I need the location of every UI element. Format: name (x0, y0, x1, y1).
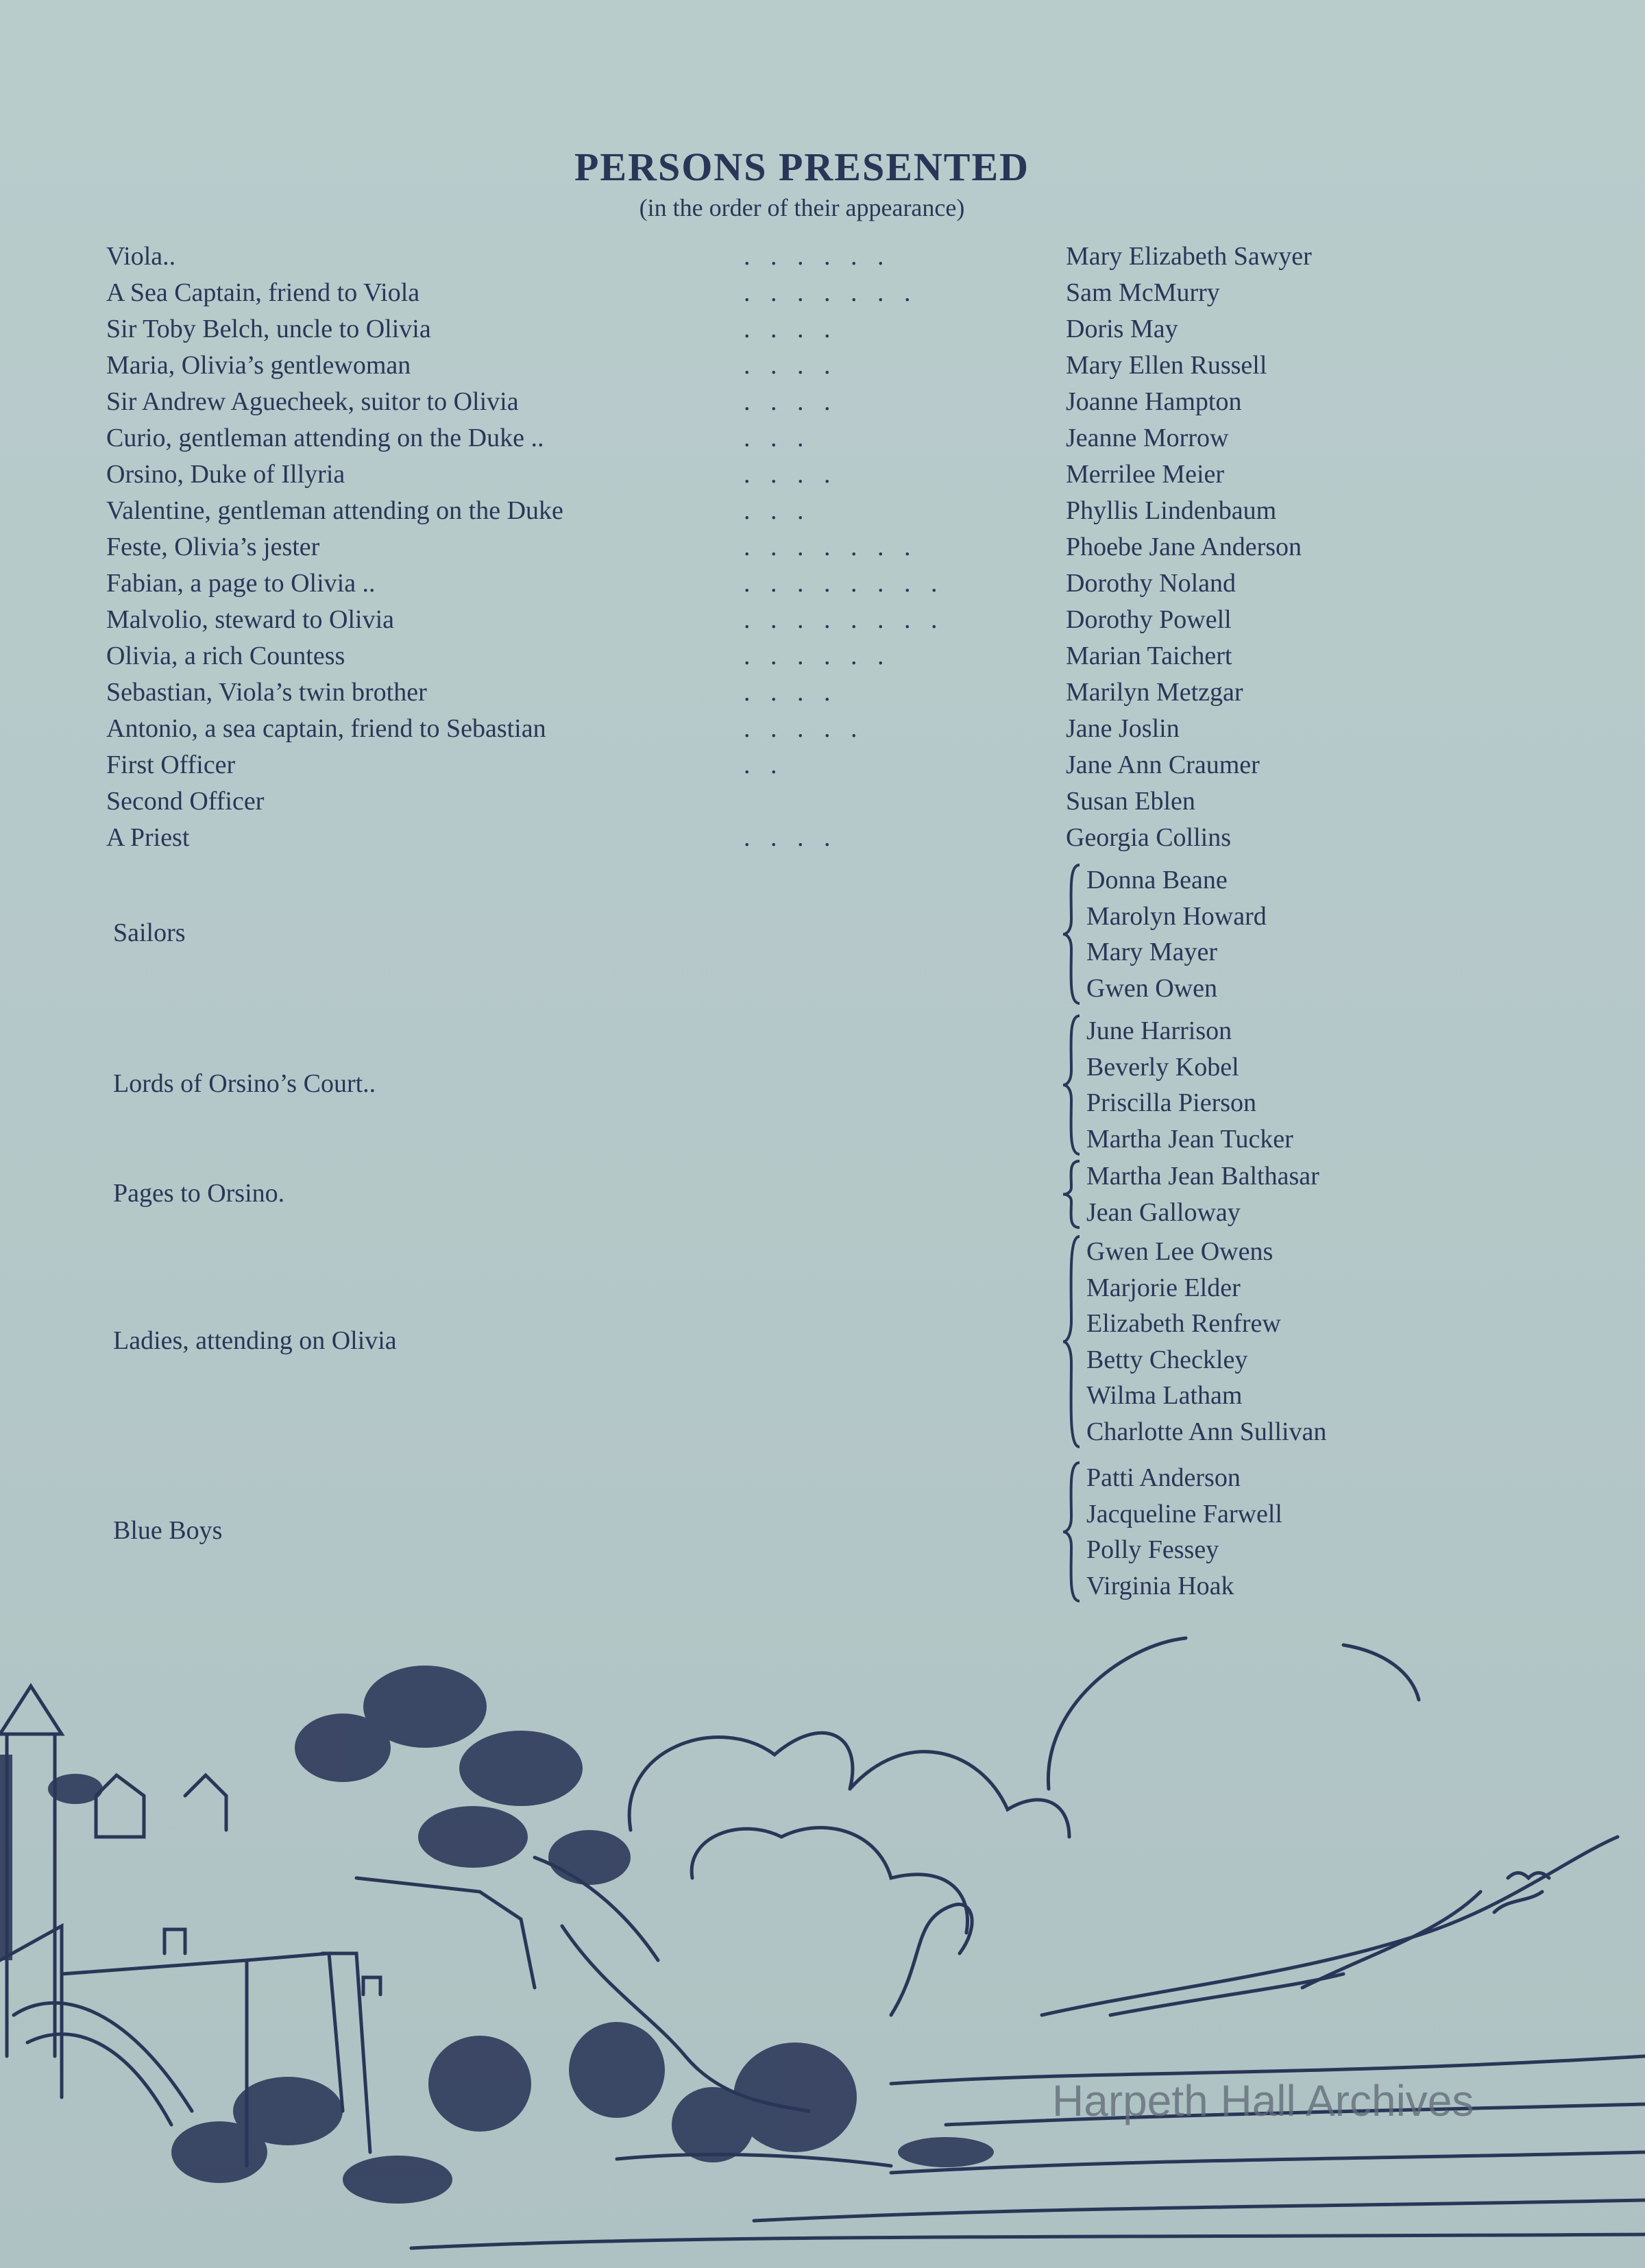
cast-row (106, 496, 1477, 531)
cast-row (106, 314, 1477, 350)
role-name: A Sea Captain, friend to Viola (106, 278, 420, 307)
actor-name: Patti Anderson (1086, 1463, 1241, 1492)
role-name: Sir Andrew Aguecheek, suitor to Olivia (106, 387, 519, 416)
cast-row (106, 677, 1477, 713)
role-name: Olivia, a rich Countess (106, 642, 345, 670)
actor-name: Mary Mayer (1086, 938, 1217, 966)
actor-name: Gwen Lee Owens (1086, 1237, 1274, 1266)
group-actor-list (1086, 1013, 1293, 1157)
actor-name: Merrilee Meier (1066, 460, 1225, 489)
leader-dots: . . (744, 751, 784, 779)
role-name: Fabian, a page to Olivia .. (106, 569, 376, 598)
group-role-name: Ladies, attending on Olivia (113, 1326, 397, 1355)
actor-name: Phoebe Jane Anderson (1066, 533, 1302, 561)
cast-group (106, 1158, 1477, 1230)
role-name: A Priest (106, 823, 190, 852)
role-name: Antonio, a sea captain, friend to Sebastian (106, 714, 546, 743)
actor-name: Marjorie Elder (1086, 1273, 1241, 1302)
actor-name: Virginia Hoak (1086, 1571, 1234, 1600)
cast-group (106, 1234, 1477, 1450)
leader-dots: . . . . . . . (744, 533, 918, 561)
actor-name: Dorothy Noland (1066, 569, 1236, 598)
cast-row (106, 714, 1477, 749)
actor-name: Joanne Hampton (1066, 387, 1242, 416)
actor-name: Mary Ellen Russell (1066, 351, 1267, 380)
cast-row (106, 568, 1477, 604)
actor-name: Jean Galloway (1086, 1197, 1241, 1227)
actor-name: Jane Joslin (1066, 714, 1180, 743)
cast-row (106, 423, 1477, 459)
actor-name: Betty Checkley (1086, 1345, 1248, 1374)
leader-dots: . . . . (744, 387, 838, 416)
leader-dots: . . . . (744, 678, 838, 707)
actor-name: Dorothy Powell (1066, 605, 1232, 634)
leader-dots: . . . . (744, 315, 838, 343)
role-name: Malvolio, steward to Olivia (106, 605, 395, 634)
actor-name: Jeanne Morrow (1066, 424, 1229, 452)
role-name: Sebastian, Viola’s twin brother (106, 678, 427, 707)
role-name: Second Officer (106, 787, 265, 816)
role-name: Orsino, Duke of Illyria (106, 460, 345, 489)
actor-name: June Harrison (1086, 1016, 1232, 1045)
group-actor-list (1086, 862, 1267, 1006)
leader-dots: . . . . (744, 351, 838, 380)
group-role-name: Blue Boys (113, 1516, 223, 1545)
actor-name: Doris May (1066, 315, 1178, 343)
actor-name: Marian Taichert (1066, 642, 1232, 670)
brace-icon (1059, 862, 1084, 1006)
leader-dots: . . . . . . (744, 642, 891, 670)
leader-dots: . . . . . . . . (744, 569, 945, 598)
actor-name: Charlotte Ann Sullivan (1086, 1417, 1327, 1446)
cast-row (106, 641, 1477, 676)
cast-row (106, 750, 1477, 785)
role-name: Curio, gentleman attending on the Duke .. (106, 424, 544, 452)
actor-name: Wilma Latham (1086, 1381, 1243, 1410)
leader-dots: . . . (744, 424, 811, 452)
actor-name: Jacqueline Farwell (1086, 1499, 1282, 1528)
actor-name: Phyllis Lindenbaum (1066, 496, 1277, 525)
leader-dots: . . . . (744, 823, 838, 852)
actor-name: Sam McMurry (1066, 278, 1220, 307)
castle-landscape-illustration (0, 1631, 1645, 2268)
cast-row (106, 605, 1477, 640)
actor-name: Martha Jean Tucker (1086, 1124, 1293, 1154)
group-role-name: Pages to Orsino. (113, 1178, 285, 1208)
cast-row (106, 459, 1477, 495)
role-name: Feste, Olivia’s jester (106, 533, 320, 561)
cast-row (106, 241, 1477, 277)
actor-name: Mary Elizabeth Sawyer (1066, 242, 1312, 271)
brace-icon (1059, 1460, 1084, 1604)
group-role-name: Lords of Orsino’s Court.. (113, 1069, 376, 1098)
actor-name: Polly Fessey (1086, 1535, 1219, 1564)
page-subtitle: (in the order of their appearance) (639, 194, 965, 221)
leader-dots: . . . . (744, 460, 838, 489)
cast-group (106, 862, 1477, 1006)
brace-icon (1059, 1013, 1084, 1157)
cast-row (106, 278, 1477, 313)
archive-watermark: Harpeth Hall Archives (1052, 2076, 1474, 2125)
role-name: Viola.. (106, 242, 176, 271)
cast-row (106, 532, 1477, 568)
role-name: First Officer (106, 751, 236, 779)
leader-dots: . . . . . . . (744, 278, 918, 307)
brace-icon (1059, 1234, 1084, 1450)
role-name: Valentine, gentleman attending on the Duke (106, 496, 563, 525)
actor-name: Gwen Owen (1086, 973, 1218, 1003)
group-actor-list (1086, 1234, 1326, 1450)
actor-name: Jane Ann Craumer (1066, 751, 1260, 779)
actor-name: Georgia Collins (1066, 823, 1232, 852)
actor-name: Elizabeth Renfrew (1086, 1309, 1281, 1338)
actor-name: Martha Jean Balthasar (1086, 1162, 1319, 1191)
leader-dots: . . . . . (744, 714, 864, 743)
actor-name: Susan Eblen (1066, 787, 1195, 816)
leader-dots: . . . . . . (744, 242, 891, 271)
brace-icon (1059, 1158, 1084, 1230)
role-name: Maria, Olivia’s gentlewoman (106, 351, 411, 380)
cast-row (106, 786, 1477, 822)
cast-group (106, 1460, 1477, 1604)
actor-name: Donna Beane (1086, 866, 1228, 894)
actor-name: Priscilla Pierson (1086, 1088, 1257, 1117)
group-actor-list (1086, 1460, 1282, 1604)
leader-dots: . . . . . . . . (744, 605, 945, 634)
page-title: PERSONS PRESENTED (574, 145, 1030, 189)
cast-row (106, 822, 1477, 858)
cast-group (106, 1013, 1477, 1157)
actor-name: Marolyn Howard (1086, 901, 1267, 931)
group-role-name: Sailors (113, 918, 186, 947)
actor-name: Marilyn Metzgar (1066, 678, 1243, 707)
leader-dots: . . . (744, 496, 811, 525)
cast-row (106, 387, 1477, 422)
actor-name: Beverly Kobel (1086, 1052, 1239, 1082)
role-name: Sir Toby Belch, uncle to Olivia (106, 315, 431, 343)
group-actor-list (1086, 1158, 1319, 1230)
cast-row (106, 350, 1477, 386)
